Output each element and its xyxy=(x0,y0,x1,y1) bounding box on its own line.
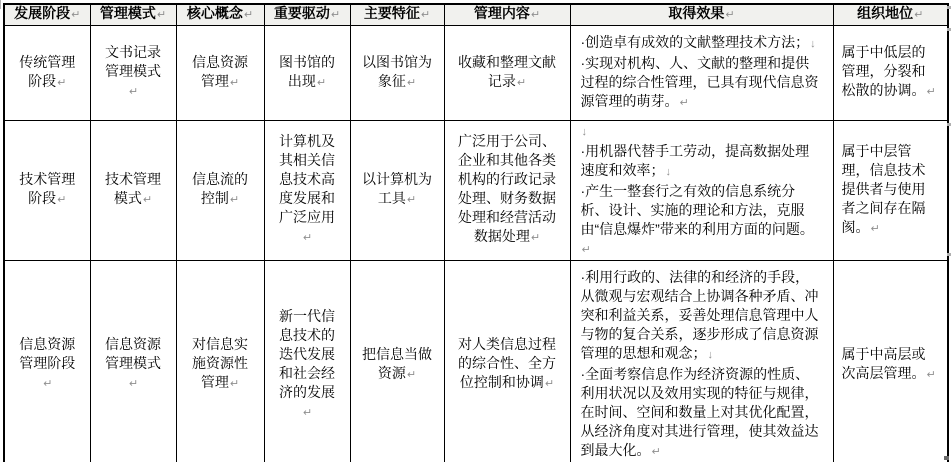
paragraph-mark-icon: ↵ xyxy=(229,194,240,206)
table-cell xyxy=(176,260,264,462)
cell-paragraph xyxy=(187,53,254,93)
paragraph-mark-icon: ↵ xyxy=(57,76,67,89)
cell-text: 以图书馆为象征 xyxy=(362,53,432,89)
header-cell-7 xyxy=(833,4,948,25)
paragraph-mark-icon: ↵ xyxy=(530,9,541,22)
header-label: 发展阶段 xyxy=(14,5,71,22)
row-end-mark xyxy=(947,123,951,126)
paragraph-mark-icon: ↵ xyxy=(229,378,240,391)
table-row xyxy=(4,260,948,462)
table-cell xyxy=(444,120,570,260)
paragraph-mark-icon: ↵ xyxy=(243,9,254,22)
header-cell-6 xyxy=(570,4,833,25)
info-resource-management-stages-table xyxy=(3,3,949,462)
table-resize-handle xyxy=(944,456,949,460)
paragraph-mark-icon: ↵ xyxy=(316,76,327,89)
cell-text: 对信息实施资源性管理 xyxy=(192,336,248,391)
cell-paragraph xyxy=(361,53,434,93)
cell-paragraph xyxy=(101,170,166,210)
cell-paragraph xyxy=(455,53,560,93)
table-cell xyxy=(4,260,90,462)
line-break-mark-icon: ↓ xyxy=(707,348,713,361)
cell-paragraph xyxy=(275,132,340,248)
row-end-mark xyxy=(947,253,951,256)
line-break-mark-icon: ↓ xyxy=(810,37,816,50)
cell-text: 信息资源管理 xyxy=(192,53,248,89)
paragraph-mark-icon: ↵ xyxy=(926,368,936,381)
formatting-corner-mark xyxy=(0,0,1,9)
paragraph-mark-icon: ↵ xyxy=(156,9,167,22)
cell-text: 把信息当做资源 xyxy=(362,345,432,381)
table-cell xyxy=(570,260,833,462)
cell-paragraph xyxy=(581,33,823,54)
cell-paragraph xyxy=(187,170,254,210)
table-cell xyxy=(90,260,176,462)
cell-paragraph xyxy=(581,121,823,142)
table-cell xyxy=(90,120,176,260)
paragraph-mark-icon: ↵ xyxy=(544,378,555,391)
cell-paragraph xyxy=(15,53,80,93)
paragraph-mark-icon: ↵ xyxy=(651,445,661,458)
cell-text: 文书记录管理模式 xyxy=(105,44,161,79)
cell-paragraph xyxy=(581,268,823,365)
paragraph-mark-icon: ↵ xyxy=(581,243,591,256)
paragraph-mark-icon: ↵ xyxy=(142,194,153,206)
cell-paragraph xyxy=(15,170,80,210)
cell-text: ·利用行政的、法律的和经济的手段，从微观与宏观结合上协调各种矛盾、冲突和利益关系，妥善处理信息管理中人与物的复合关系，逐步形成了信息资源管理的思想和观念； xyxy=(580,268,819,361)
cell-paragraph xyxy=(581,142,823,182)
cell-text: 广泛用于公司、企业和其他各类机构的行政记录处理、财务数据处理和经营活动数据处理 xyxy=(458,133,556,244)
cell-paragraph xyxy=(275,307,340,423)
cell-text: 收藏和整理文献记录 xyxy=(458,53,556,89)
cell-paragraph xyxy=(361,170,434,210)
table-cell xyxy=(570,120,833,260)
header-label: 取得效果 xyxy=(668,5,725,22)
paragraph-mark-icon: ↵ xyxy=(406,194,417,206)
cell-text: 图书馆的出现 xyxy=(279,53,335,89)
cell-paragraph xyxy=(101,43,166,102)
cell-text: 传统管理阶段 xyxy=(19,53,76,89)
row-end-mark xyxy=(947,6,951,9)
cell-text: ·用机器代替手工劳动，提高数据处理速度和效率； xyxy=(580,142,810,178)
table-cell xyxy=(176,120,264,260)
cell-paragraph xyxy=(842,142,940,239)
cell-text: 对人类信息过程的综合性、全方位控制和协调 xyxy=(458,336,556,391)
header-label: 主要特征 xyxy=(363,5,420,22)
cell-text: 属于中层管理，信息技术提供者与使用者之间存在隔阂。 xyxy=(841,142,926,235)
cell-text: 信息资源管理模式 xyxy=(105,336,161,372)
table-cell xyxy=(833,260,948,462)
table-header-row xyxy=(4,4,948,25)
paragraph-mark-icon: ↵ xyxy=(406,368,417,381)
table-cell xyxy=(264,120,350,260)
cell-text: 新一代信息技术的迭代发展和社会经济的发展 xyxy=(279,307,335,400)
paragraph-mark-icon: ↵ xyxy=(128,378,139,391)
cell-text: 信息流的控制 xyxy=(192,171,248,206)
table-cell xyxy=(264,25,350,120)
cell-paragraph xyxy=(187,335,254,394)
cell-paragraph xyxy=(101,335,166,394)
paragraph-mark-icon: ↵ xyxy=(71,9,81,22)
line-break-mark-icon: ↓ xyxy=(665,165,671,178)
paragraph-mark-icon: ↵ xyxy=(420,9,431,22)
cell-paragraph xyxy=(581,365,823,462)
row-end-mark xyxy=(947,28,951,31)
header-cell-4 xyxy=(350,4,444,25)
cell-text: 信息资源管理阶段 xyxy=(19,336,76,372)
cell-paragraph xyxy=(455,132,560,248)
paragraph-mark-icon: ↵ xyxy=(516,76,527,89)
header-cell-5 xyxy=(444,4,570,25)
table-cell xyxy=(570,25,833,120)
cell-text: 技术管理阶段 xyxy=(19,171,76,206)
paragraph-mark-icon: ↵ xyxy=(914,9,924,22)
paragraph-mark-icon: ↵ xyxy=(725,9,735,22)
cell-text: ·创造卓有成效的文献整理技术方法； xyxy=(580,33,810,50)
cell-paragraph xyxy=(15,335,80,394)
paragraph-mark-icon: ↵ xyxy=(926,86,936,98)
table-cell xyxy=(176,25,264,120)
table-body xyxy=(4,25,948,462)
paragraph-mark-icon: ↵ xyxy=(229,76,240,89)
paragraph-mark-icon: ↵ xyxy=(530,232,541,244)
table-row xyxy=(4,120,948,260)
cell-text: 技术管理模式 xyxy=(105,171,161,206)
paragraph-mark-icon: ↵ xyxy=(57,194,67,206)
header-cell-3 xyxy=(264,4,350,25)
paragraph-mark-icon: ↵ xyxy=(128,86,139,98)
paragraph-mark-icon: ↵ xyxy=(302,232,313,244)
table-cell xyxy=(4,25,90,120)
table-cell xyxy=(833,120,948,260)
paragraph-mark-icon: ↵ xyxy=(870,222,880,235)
cell-text: 以计算机为工具 xyxy=(362,171,432,206)
cell-paragraph xyxy=(455,335,560,394)
cell-paragraph xyxy=(842,43,940,102)
table-cell xyxy=(90,25,176,120)
header-cell-1 xyxy=(90,4,176,25)
header-label: 核心概念 xyxy=(186,5,243,22)
header-label: 组织地位 xyxy=(857,5,914,22)
paragraph-mark-icon: ↵ xyxy=(679,96,689,109)
paragraph-mark-icon: ↵ xyxy=(43,378,53,391)
line-break-mark-icon: ↓ xyxy=(581,125,587,138)
table-cell xyxy=(444,25,570,120)
header-cell-0 xyxy=(4,4,90,25)
table-cell xyxy=(350,25,444,120)
paragraph-mark-icon: ↵ xyxy=(406,76,417,89)
cell-paragraph xyxy=(842,345,940,385)
cell-paragraph xyxy=(581,182,823,260)
cell-text: 属于中低层的管理，分裂和松散的协调。 xyxy=(841,44,926,98)
header-label: 管理内容 xyxy=(473,5,530,22)
cell-text: 属于中高层或次高层管理。 xyxy=(841,345,926,381)
cell-paragraph xyxy=(361,345,434,385)
cell-text: 计算机及其相关信息技术高度发展和广泛应用 xyxy=(279,133,335,225)
table-cell xyxy=(4,120,90,260)
cell-paragraph xyxy=(275,53,340,93)
table-cell xyxy=(444,260,570,462)
header-cell-2 xyxy=(176,4,264,25)
cell-text: ·产生一整套行之有效的信息系统分析、设计、实施的理论和方法，克服由“信息爆炸”带来的利用方面的问题。 xyxy=(580,182,814,237)
cell-text: ·实现对机构、人、文献的整理和提供过程的综合性管理，已具有现代信息资源管理的萌芽。 xyxy=(580,54,819,109)
table-cell xyxy=(350,120,444,260)
header-label: 管理模式 xyxy=(99,5,156,22)
paragraph-mark-icon: ↵ xyxy=(302,406,313,419)
table-cell xyxy=(833,25,948,120)
table-row xyxy=(4,25,948,120)
header-label: 重要驱动 xyxy=(273,5,330,22)
cell-text: ·全面考察信息作为经济资源的性质、利用状况以及效用实现的特征与规律，在时间、空间和数量上对其优化配置，从经济角度对其进行管理，使其效益达到最大化。 xyxy=(580,365,819,458)
cell-paragraph xyxy=(581,54,823,113)
paragraph-mark-icon: ↵ xyxy=(330,9,341,22)
table-cell xyxy=(264,260,350,462)
table-cell xyxy=(350,260,444,462)
